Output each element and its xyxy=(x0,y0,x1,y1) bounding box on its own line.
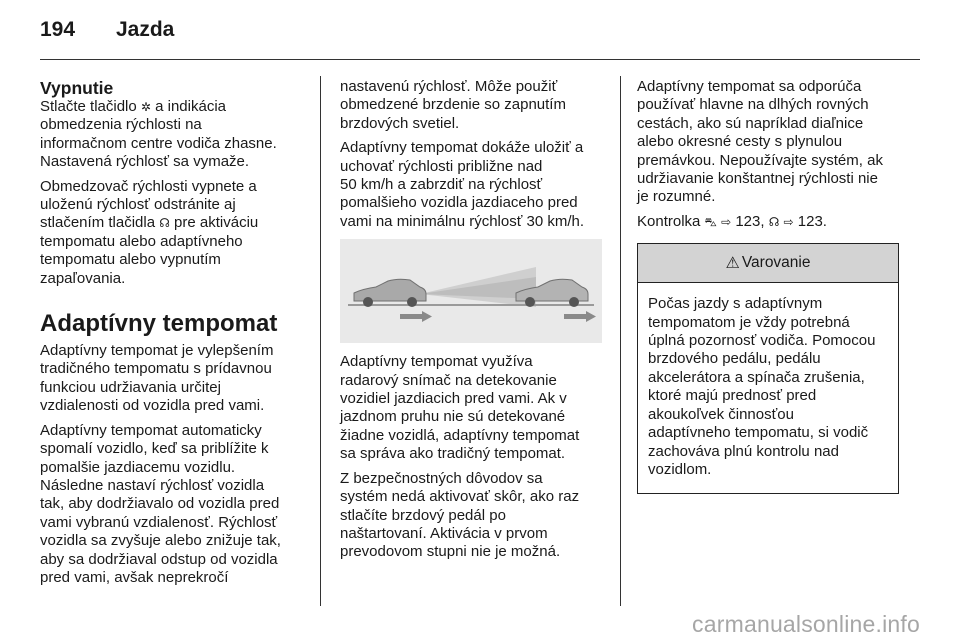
warning-header xyxy=(638,244,898,283)
speed-limiter-icon: ✲ xyxy=(140,100,151,114)
column-1 xyxy=(40,78,312,593)
radar-illustration-svg xyxy=(340,239,602,343)
paragraph-braking: nastavenú rýchlosť. Môže použiť obmedzené brzdenie so zapnutím brzdových svetiel. xyxy=(340,78,566,132)
section-heading-adaptive-cruise: Adaptívny tempomat xyxy=(40,310,278,338)
paragraph-vypnutie-2 xyxy=(40,178,312,288)
direction-arrow-icon xyxy=(564,311,596,322)
header-rule xyxy=(40,59,920,60)
text-run: Kontrolka xyxy=(637,212,705,230)
warning-box xyxy=(637,243,899,494)
paragraph-safety: Z bezpečnostných dôvodov sa systém nedá aktivovať skôr, ako raz stlačíte brzdový pedál po naštartovaní. Aktivácia v prvom prevodovom stupni nie je možná. xyxy=(340,469,580,561)
radar-illustration xyxy=(340,239,602,343)
subheading-vypnutie: Vypnutie xyxy=(40,78,114,98)
text-run: a indikácia obmedzenia rýchlosti na informačnom centre vodiča zhasne. Nastavená rýchlosť sa vymaže. xyxy=(40,98,277,171)
own-car-icon xyxy=(354,279,426,307)
paragraph-radar: Adaptívny tempomat využíva radarový snímač na detekovanie vozidiel jazdiacich pred vami. Ak v jazdnom pruhu nie sú detekované žiadne vozidlá, adaptívny tempomat sa správa ako tradičný tempomat. xyxy=(340,353,580,463)
page-reference-arrow-icon: ⇨ xyxy=(783,214,794,229)
page-reference: 123. xyxy=(793,212,827,230)
section-title: Jazda xyxy=(116,18,175,41)
text-run: Obmedzovač rýchlosti vypnete a uloženú rýchlosť odstránite aj stlačením tlačidla xyxy=(40,177,257,232)
cruise-control-icon: ☊ xyxy=(159,216,170,231)
paragraph-intro: Adaptívny tempomat je vylepšením tradičného tempomatu s prídavnou funkciou udržiavania určitej vzdialenosti od vozidla pred vami. xyxy=(40,342,274,415)
column-divider-1 xyxy=(320,76,321,606)
warning-text: Počas jazdy s adaptívnym tempomatom je vždy potrebná úplná pozornosť vodiča. Pomocou brzdového pedálu, pedálu akcelerátora a spínača zrušenia, ktoré majú prednosť pred akoukoľvek činnosťou adaptívneho tempomatu, si vodič zachováva plnú kontrolu nad vozidlom. xyxy=(648,295,876,478)
page-header xyxy=(40,18,920,48)
direction-arrow-icon xyxy=(400,311,432,322)
cruise-indicator-icon: ☊ xyxy=(768,214,780,229)
page-number: 194 xyxy=(40,18,76,41)
column-2 xyxy=(340,78,612,568)
text-run: Stlačte tlačidlo xyxy=(40,98,141,115)
paragraph-recommendation: Adaptívny tempomat sa odporúča používať hlavne na dlhých rovných cestách, ako sú napríklad diaľnice alebo okresné cesty s plynulou premávkou. Nepoužívajte systém, ak udržiavanie konštantnej rýchlosti nie je rozumné. xyxy=(637,78,883,206)
text-run: pre aktiváciu tempomatu alebo adaptívneho tempomatu alebo vypnutím zapaľovania. xyxy=(40,214,259,287)
page-reference: 123, xyxy=(731,212,769,230)
column-3 xyxy=(637,78,920,494)
paragraph-speed-range: Adaptívny tempomat dokáže uložiť a uchovať rýchlosti približne nad 50 km/h a zabrzdiť na rýchlosť pomalšieho vozidla jazdiaceho pred vami na minimálnu rýchlosť 30 km/h. xyxy=(340,139,585,230)
paragraph-automatic: Adaptívny tempomat automaticky spomalí vozidlo, keď sa priblížite k pomalšie jazdiacemu vozidlu. Následne nastaví rýchlosť vozidla tak, aby dodržiavalo od vozidla pred vami vybranú vzdialenosť. Rýchlosť vozidla sa zvyšuje alebo znižuje tak, aby sa dodržiaval odstup od vozidla pred vami, avšak neprekročí xyxy=(40,421,281,586)
page-reference-arrow-icon: ⇨ xyxy=(721,214,732,229)
watermark: carmanualsonline.info xyxy=(692,611,920,637)
column-divider-2 xyxy=(620,76,621,606)
indicator-reference xyxy=(637,213,920,231)
paragraph-vypnutie-1 xyxy=(40,98,312,172)
warning-triangle-icon: ⚠ xyxy=(725,253,740,273)
car-indicator-icon: ⛍ xyxy=(704,214,717,229)
warning-title: Varovanie xyxy=(741,254,811,272)
